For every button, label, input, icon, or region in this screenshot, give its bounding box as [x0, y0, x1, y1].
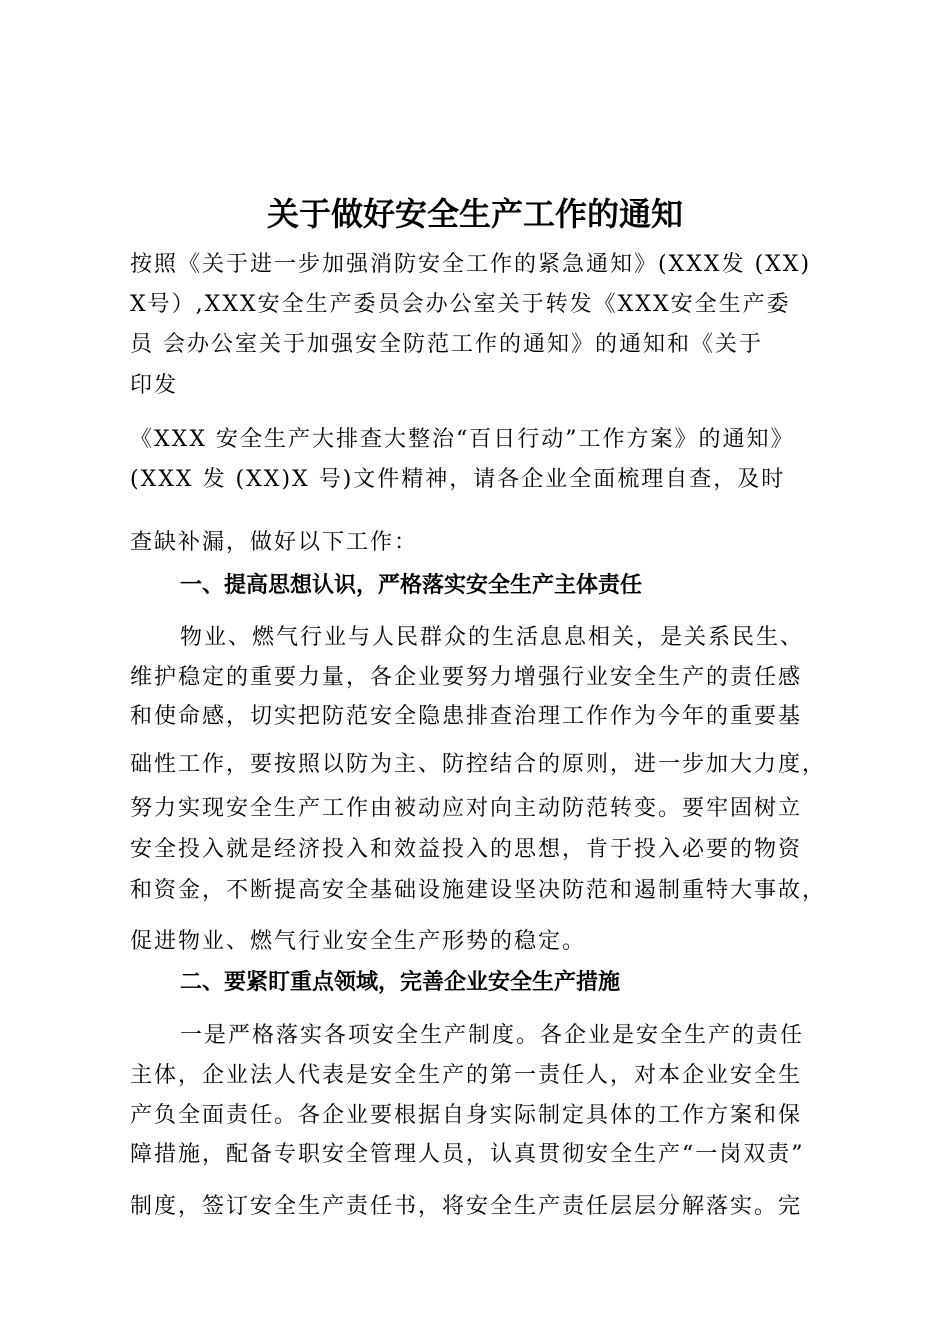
intro-line: (XXX 发 (XX)X 号)文件精神，请各企业全面梳理自查，及时 — [130, 467, 786, 492]
section1-line: 促进物业、燃气行业安全生产形势的稳定。 — [130, 929, 587, 954]
section1-line: 和使命感，切实把防范安全隐患排查治理工作作为今年的重要基 — [130, 704, 803, 729]
section2-line: 主体，企业法人代表是安全生产的第一责任人，对本企业安全生 — [130, 1063, 803, 1088]
section2-line: 制度，签订安全生产责任书，将安全生产责任层层分解落实。完 — [130, 1194, 803, 1219]
section1-line: 安全投入就是经济投入和效益投入的思想，肯于投入必要的物资 — [130, 837, 803, 862]
intro-line: 员 会办公室关于加强安全防范工作的通知》的通知和《关于 — [130, 332, 763, 357]
section1-line: 维护稳定的重要力量，各企业要努力增强行业安全生产的责任感 — [130, 665, 803, 690]
section2-line: 一是严格落实各项安全生产制度。各企业是安全生产的责任 — [180, 1023, 805, 1048]
section2-line: 障措施，配备专职安全管理人员，认真贯彻安全生产“一岗双责” — [130, 1142, 805, 1167]
section1-line: 物业、燃气行业与人民群众的生活息息相关，是关系民生、 — [180, 625, 805, 650]
section1-line: 础性工作，要按照以防为主、防控结合的原则，进一步加大力度， — [130, 752, 827, 777]
section1-line: 努力实现安全生产工作由被动应对向主动防范转变。要牢固树立 — [130, 796, 803, 821]
intro-line: 查缺补漏，做好以下工作： — [130, 530, 419, 555]
document-title: 关于做好安全生产工作的通知 — [266, 195, 683, 233]
section1-line: 和资金，不断提高安全基础设施建设坚决防范和遏制重特大事故， — [130, 878, 827, 903]
intro-line: X号）,XXX安全生产委员会办公室关于转发《XXX安全生产委 — [130, 292, 791, 317]
intro-line: 印发 — [130, 373, 179, 398]
section-heading-2: 二、要紧盯重点领域，完善企业安全生产措施 — [180, 970, 621, 995]
intro-line: 按照《关于进一步加强消防安全工作的紧急通知》(XXX发 (XX) — [130, 252, 812, 277]
intro-line: 《XXX 安全生产大排查大整治“百日行动”工作方案》的通知》 — [130, 427, 795, 452]
section-heading-1: 一、提高思想认识，严格落实安全生产主体责任 — [180, 573, 643, 598]
section2-line: 产负全面责任。各企业要根据自身实际制定具体的工作方案和保 — [130, 1103, 803, 1128]
